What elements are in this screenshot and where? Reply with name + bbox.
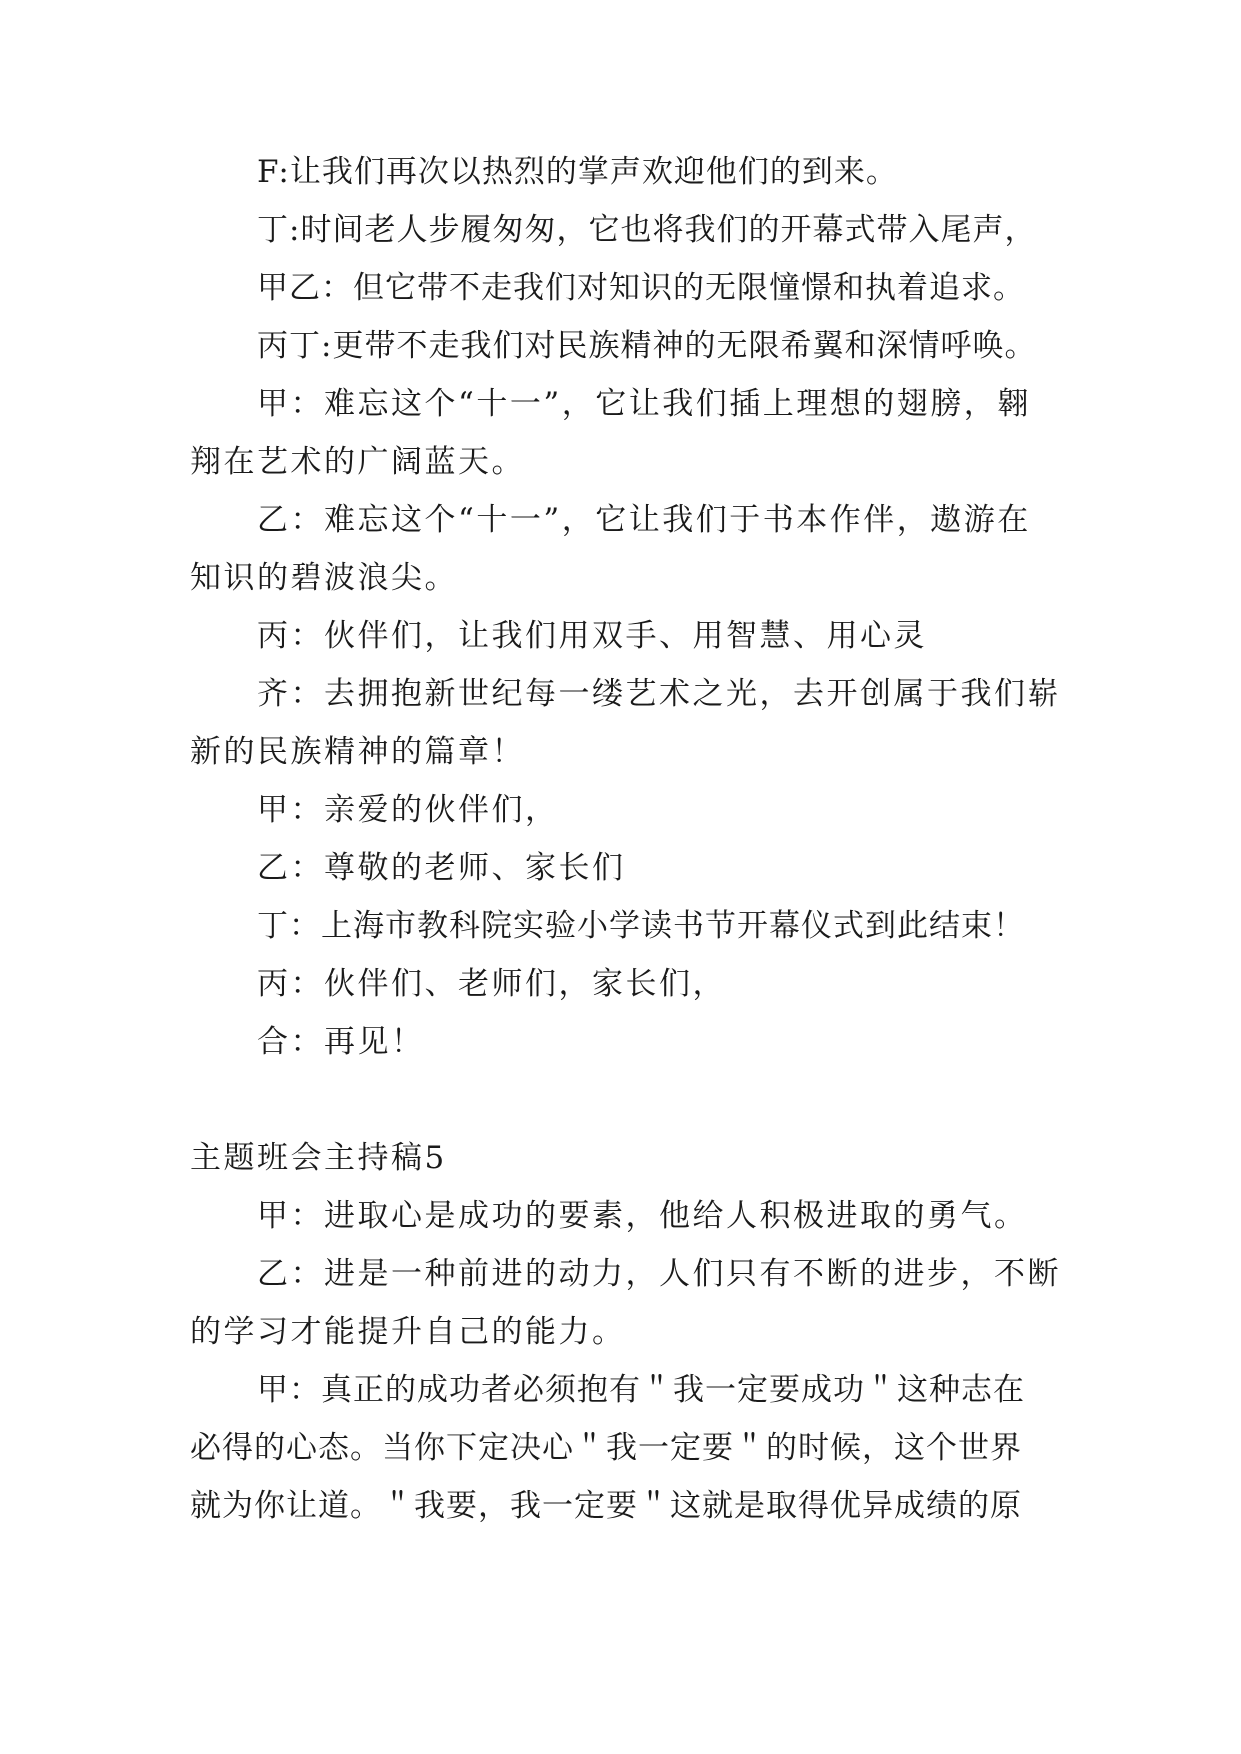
paragraph-line: F:让我们再次以热烈的掌声欢迎他们的到来。 (257, 154, 898, 190)
paragraph-line: 乙：尊敬的老师、家长们 (257, 850, 626, 886)
paragraph-line: 丙丁:更带不走我们对民族精神的无限希翼和深情呼唤。 (257, 328, 1037, 364)
paragraph-line: 乙：难忘这个“十一”，它让我们于书本作伴，遨游在 (257, 502, 1031, 538)
paragraph-line: 翔在艺术的广阔蓝天。 (190, 444, 525, 480)
paragraph-line: 必得的心态。当你下定决心＂我一定要＂的时候，这个世界 (190, 1430, 1022, 1466)
paragraph-line: 甲：亲爱的伙伴们， (257, 792, 559, 828)
section-heading: 主题班会主持稿5 (190, 1140, 447, 1176)
paragraph-line: 合：再见！ (257, 1024, 425, 1060)
paragraph-line: 丁：上海市教科院实验小学读书节开幕仪式到此结束！ (257, 908, 1025, 944)
paragraph-line: 就为你让道。＂我要，我一定要＂这就是取得优异成绩的原 (190, 1488, 1022, 1524)
paragraph-line: 甲：真正的成功者必须抱有＂我一定要成功＂这种志在 (257, 1372, 1025, 1408)
paragraph-line: 丙：伙伴们、老师们，家长们， (257, 966, 726, 1002)
paragraph-line: 甲：进取心是成功的要素，他给人积极进取的勇气。 (257, 1198, 1028, 1234)
paragraph-line: 丙：伙伴们，让我们用双手、用智慧、用心灵 (257, 618, 927, 654)
paragraph-line: 乙：进是一种前进的动力，人们只有不断的进步，不断 (257, 1256, 1061, 1292)
paragraph-line: 丁:时间老人步履匆匆，它也将我们的开幕式带入尾声， (257, 212, 1037, 248)
paragraph-line: 知识的碧波浪尖。 (190, 560, 458, 596)
paragraph-line: 甲：难忘这个“十一”，它让我们插上理想的翅膀，翱 (257, 386, 1031, 422)
paragraph-line: 甲乙：但它带不走我们对知识的无限憧憬和执着追求。 (257, 270, 1025, 306)
paragraph-line: 新的民族精神的篇章！ (190, 734, 525, 770)
paragraph-line: 齐：去拥抱新世纪每一缕艺术之光，去开创属于我们崭 (257, 676, 1061, 712)
paragraph-line: 的学习才能提升自己的能力。 (190, 1314, 626, 1350)
